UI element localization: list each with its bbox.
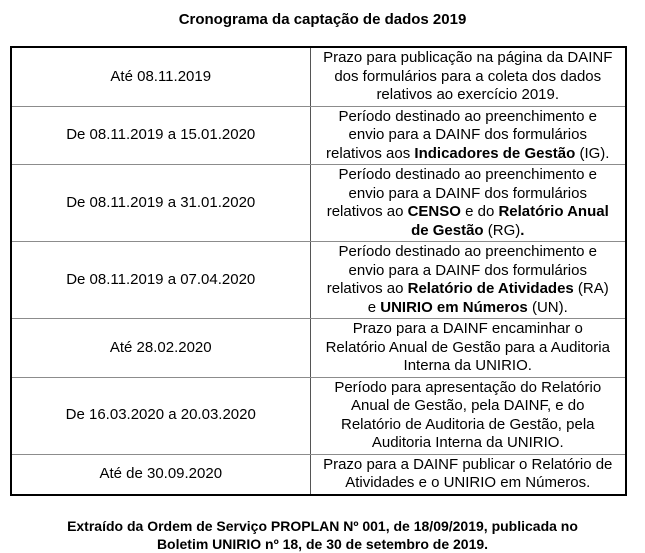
description-line: e UNIRIO em Números (UN). bbox=[367, 298, 568, 316]
table-row bbox=[11, 454, 626, 495]
period-cell: De 16.03.2020 a 20.03.2020 bbox=[11, 377, 310, 454]
description-cell bbox=[310, 377, 626, 454]
description-line: relativos aos Indicadores de Gestão (IG). bbox=[326, 144, 610, 162]
schedule-table-body bbox=[11, 47, 626, 495]
description-line: Período destinado ao preenchimento e bbox=[338, 107, 597, 125]
period-cell: De 08.11.2019 a 15.01.2020 bbox=[11, 106, 310, 165]
description-line: Prazo para a DAINF encaminhar o bbox=[352, 320, 583, 337]
description-line: Prazo para a DAINF publicar o Relatório de bbox=[323, 455, 613, 473]
description-line: Período para apresentação do Relatório bbox=[334, 378, 602, 396]
description-cell bbox=[310, 106, 626, 165]
period-cell: De 08.11.2019 a 31.01.2020 bbox=[11, 165, 310, 242]
schedule-table bbox=[10, 46, 627, 496]
description-cell bbox=[310, 454, 626, 495]
description-line: Relatório de Auditoria de Gestão, pela bbox=[341, 415, 595, 433]
period-cell: Até 08.11.2019 bbox=[11, 47, 310, 106]
description-line: relativos ao CENSO e do Relatório Anual bbox=[326, 203, 609, 220]
table-row bbox=[11, 106, 626, 165]
table-row bbox=[11, 319, 626, 378]
table-row bbox=[11, 377, 626, 454]
source-note bbox=[0, 517, 645, 553]
table-row bbox=[11, 242, 626, 319]
description-line: de Gestão (RG). bbox=[411, 221, 525, 239]
description-line: Relatório Anual de Gestão para a Auditoria bbox=[325, 338, 610, 356]
description-cell bbox=[310, 319, 626, 378]
description-line: Período destinado ao preenchimento e bbox=[338, 166, 597, 183]
description-line: relativos ao exercício 2019. bbox=[376, 86, 560, 103]
table-row bbox=[11, 47, 626, 106]
description-cell bbox=[310, 47, 626, 106]
description-cell bbox=[310, 242, 626, 319]
document-title: Cronograma da captação de dados 2019 bbox=[178, 11, 467, 28]
description-line: envio para a DAINF dos formulários bbox=[348, 184, 587, 202]
table-row bbox=[11, 165, 626, 242]
description-line: envio para a DAINF dos formulários bbox=[348, 261, 587, 279]
description-line: Auditoria Interna da UNIRIO. bbox=[371, 434, 564, 451]
source-note-line: Extraído da Ordem de Serviço PROPLAN Nº 001, de 18/09/2019, publicada no bbox=[67, 517, 578, 534]
description-line: Prazo para publicação na página da DAINF bbox=[323, 49, 613, 66]
period-cell: De 08.11.2019 a 07.04.2020 bbox=[11, 242, 310, 319]
period-cell: Até 28.02.2020 bbox=[11, 319, 310, 378]
description-cell bbox=[310, 165, 626, 242]
description-line: Atividades e o UNIRIO em Números. bbox=[345, 474, 591, 491]
description-line: Período destinado ao preenchimento e bbox=[338, 243, 597, 260]
description-line: relativos ao Relatório de Atividades (RA) bbox=[326, 280, 609, 297]
description-line: dos formulários para a coleta dos dados bbox=[334, 67, 602, 85]
source-note-line: Boletim UNIRIO nº 18, de 30 de setembro de 2019. bbox=[156, 535, 489, 552]
description-line: Interna da UNIRIO. bbox=[403, 357, 532, 374]
period-cell: Até de 30.09.2020 bbox=[11, 454, 310, 495]
description-line: envio para a DAINF dos formulários bbox=[348, 126, 587, 143]
description-line: Anual de Gestão, pela DAINF, e do bbox=[351, 397, 585, 414]
